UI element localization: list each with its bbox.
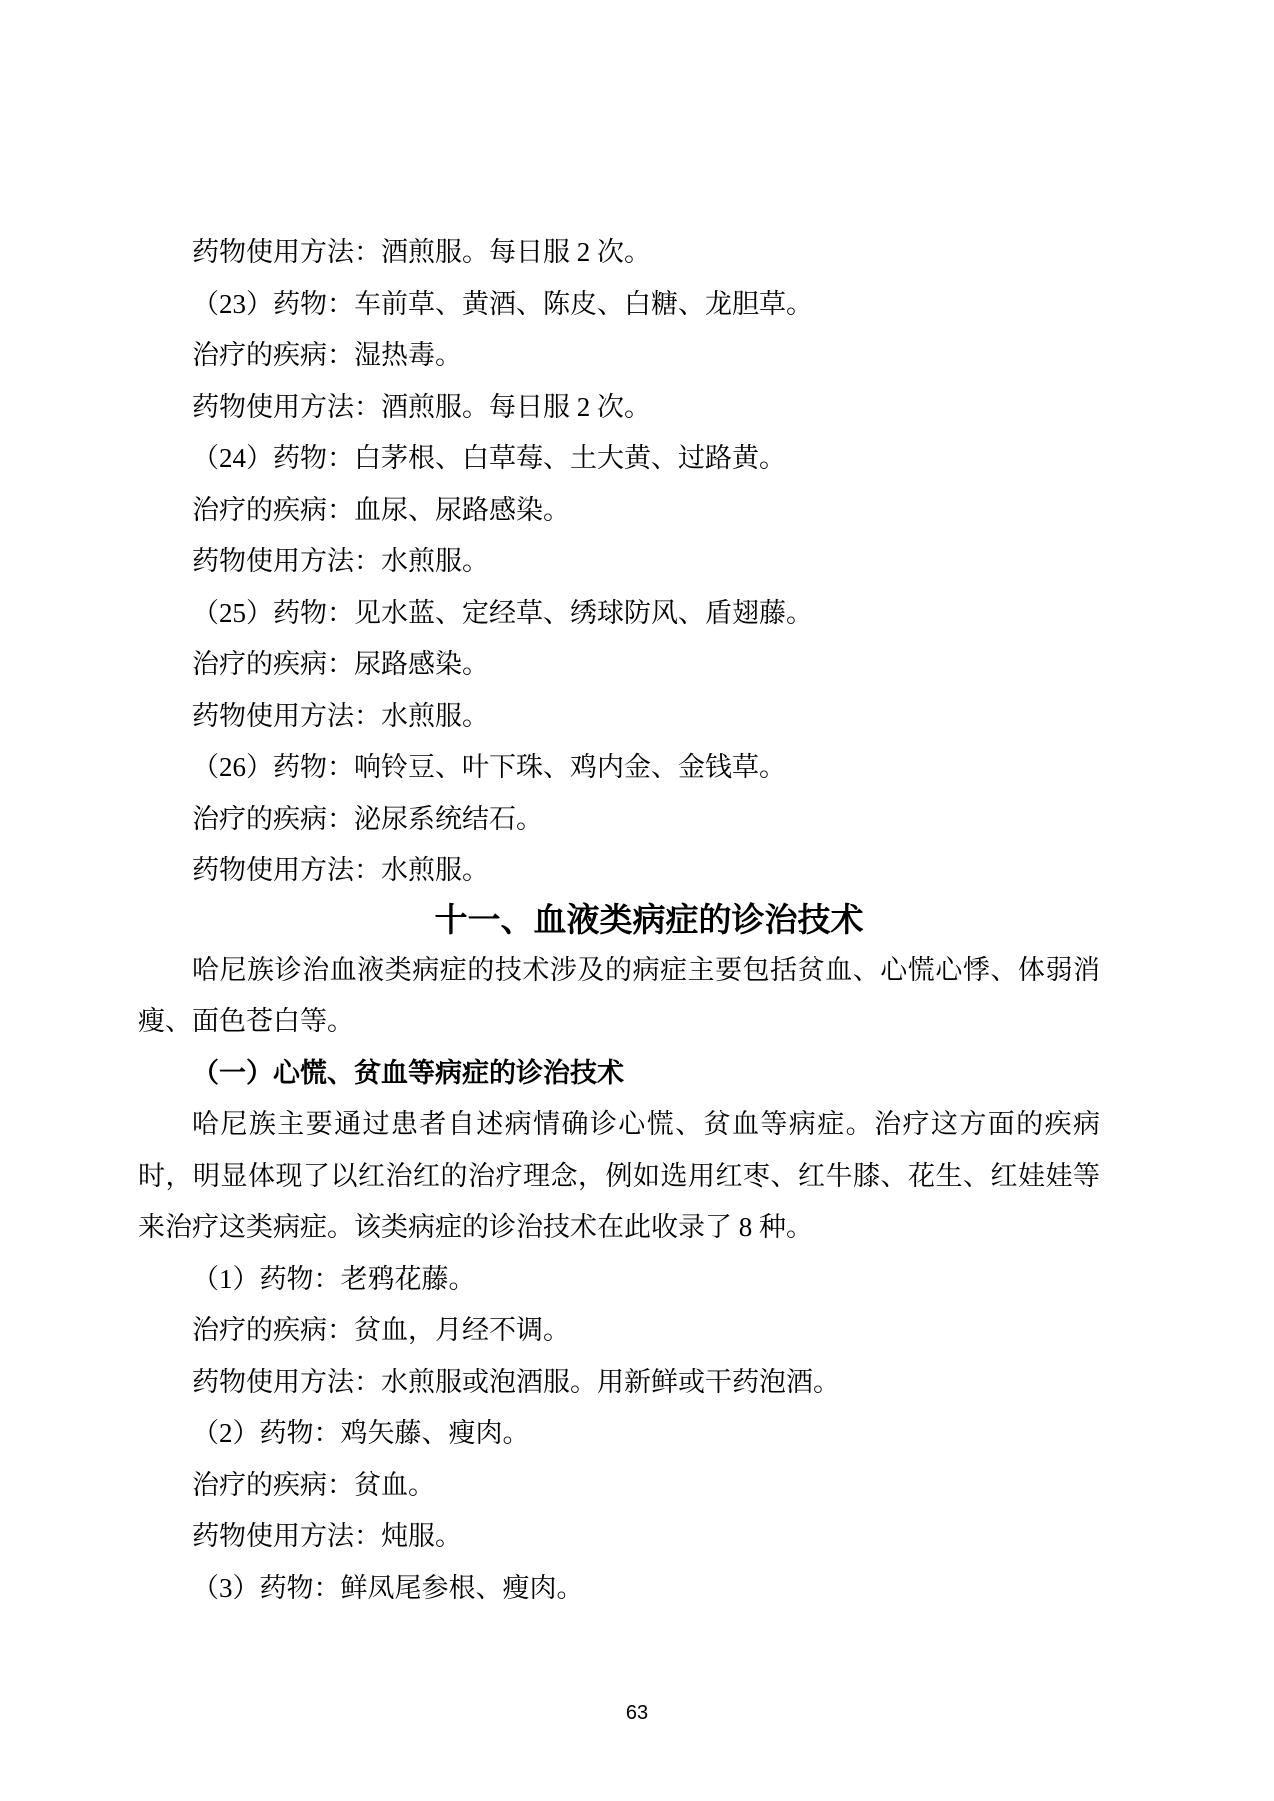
remedy-item-line: （1）药物：老鸦花藤。 bbox=[192, 1263, 476, 1294]
treated-disease-line: 治疗的疾病：湿热毒。 bbox=[192, 340, 462, 370]
usage-method-line: 药物使用方法：水煎服。 bbox=[192, 546, 489, 576]
subsection-heading: （一）心慌、贫血等病症的诊治技术 bbox=[192, 1057, 624, 1088]
remedy-item-line: （25）药物：见水蓝、定经草、绣球防风、盾翅藤。 bbox=[192, 597, 813, 628]
section-intro-paragraph: 哈尼族诊治血液类病症的技术涉及的病症主要包括贫血、心慌心悸、体弱消瘦、面色苍白等。 bbox=[138, 954, 1100, 1036]
treated-disease-line: 治疗的疾病：尿路感染。 bbox=[192, 649, 489, 679]
section-heading: 十一、血液类病症的诊治技术 bbox=[434, 902, 864, 939]
usage-method-line: 药物使用方法：水煎服。 bbox=[192, 855, 489, 885]
subsection-intro-paragraph: 哈尼族主要通过患者自述病情确诊心慌、贫血等病症。治疗这方面的疾病时，明显体现了以红治红的治疗理念，例如选用红枣、红牛膝、花生、红娃娃等来治疗这类病症。该类病症的诊治技术在此收录了 8 种。 bbox=[138, 1109, 1100, 1242]
treated-disease-line: 治疗的疾病：泌尿系统结石。 bbox=[192, 803, 543, 834]
usage-method-line: 药物使用方法：酒煎服。每日服 2 次。 bbox=[192, 391, 651, 422]
remedy-item-line: （2）药物：鸡矢藤、瘦肉。 bbox=[192, 1418, 530, 1448]
remedy-item-line: （3）药物：鲜凤尾参根、瘦肉。 bbox=[192, 1572, 584, 1603]
usage-method-line: 药物使用方法：水煎服或泡酒服。用新鲜或干药泡酒。 bbox=[192, 1366, 840, 1397]
remedy-item-line: （23）药物：车前草、黄酒、陈皮、白糖、龙胆草。 bbox=[192, 288, 813, 319]
usage-method-line: 药物使用方法：水煎服。 bbox=[192, 700, 489, 731]
usage-method-line: 药物使用方法：炖服。 bbox=[192, 1521, 462, 1551]
document-content bbox=[138, 227, 1100, 1614]
treated-disease-line: 治疗的疾病：贫血，月经不调。 bbox=[192, 1315, 570, 1345]
usage-method-line: 药物使用方法：酒煎服。每日服 2 次。 bbox=[192, 237, 651, 267]
treated-disease-line: 治疗的疾病：血尿、尿路感染。 bbox=[192, 494, 570, 525]
remedy-item-line: （24）药物：白茅根、白草莓、土大黄、过路黄。 bbox=[192, 443, 786, 473]
remedy-item-line: （26）药物：响铃豆、叶下珠、鸡内金、金钱草。 bbox=[192, 752, 786, 782]
treated-disease-line: 治疗的疾病：贫血。 bbox=[192, 1469, 435, 1500]
page-number: 63 bbox=[625, 1702, 649, 1724]
